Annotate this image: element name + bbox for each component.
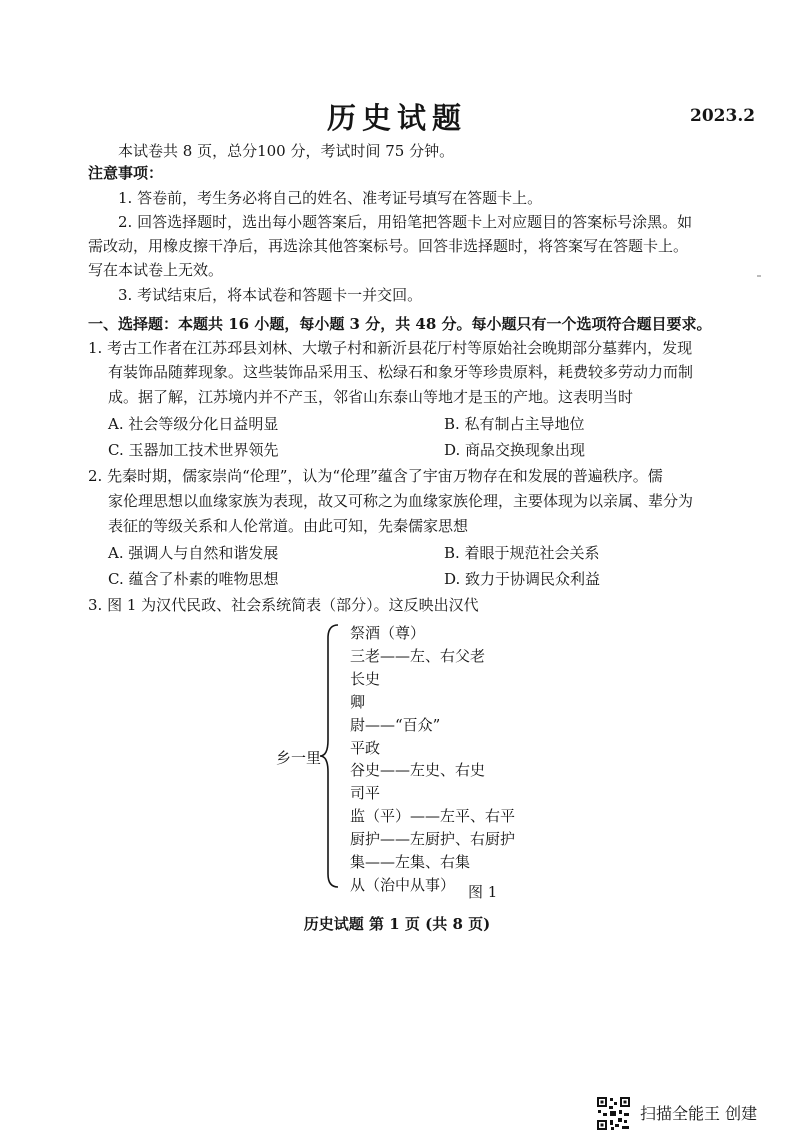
diagram-item: 尉——“百众” (350, 715, 441, 734)
q2-line-3: 表征的等级关系和人伦常道。由此可知，先秦儒家思想 (108, 517, 469, 535)
q1-line-1: 1. 考古工作者在江苏邳县刘林、大墩子村和新沂县花厅村等原始社会晚期部分墓葬内，发现 (88, 339, 693, 357)
q1-line-3: 成。据了解，江苏境内并不产玉，邻省山东泰山等地才是玉的产地。这表明当时 (108, 388, 634, 406)
notes-heading: 注意事项： (88, 164, 164, 182)
diagram-item: 集——左集、右集 (350, 853, 471, 872)
q3-line-1: 3. 图 1 为汉代民政、社会系统简表（部分）。这反映出汉代 (88, 596, 479, 614)
note-2-line-1: 2. 回答选择题时，选出每小题答案后，用铅笔把答题卡上对应题目的答案标号涂黑。如 (118, 213, 693, 231)
scan-speck (757, 275, 761, 277)
q2-option-a: A. 强调人与自然和谐发展 (108, 544, 279, 562)
q1-option-b: B. 私有制占主导地位 (444, 415, 585, 433)
exam-date: 2023.2 (690, 106, 756, 126)
diagram-item: 祭酒（尊） (350, 624, 426, 642)
q2-option-c: C. 蕴含了朴素的唯物思想 (108, 570, 279, 588)
note-3: 3. 考试结束后，将本试卷和答题卡一并交回。 (118, 286, 423, 304)
intro-text: 本试卷共 8 页，总分100 分，考试时间 75 分钟。 (118, 142, 455, 160)
diagram-item: 三老——左、右父老 (350, 646, 486, 665)
diagram-item: 谷史——左史、右史 (350, 761, 486, 780)
q1-option-d: D. 商品交换现象出现 (444, 441, 586, 459)
q1-option-a: A. 社会等级分化日益明显 (108, 415, 279, 433)
diagram-item: 卿 (350, 692, 366, 711)
note-1: 1. 答卷前，考生务必将自己的姓名、准考证号填写在答题卡上。 (118, 189, 543, 207)
q2-line-1: 2. 先秦时期，儒家崇尚“伦理”，认为“伦理”蕴含了宇宙万物存在和发展的普遍秩序。儒 (88, 467, 663, 485)
q2-line-2: 家伦理思想以血缘家族为表现，故又可称之为血缘家族伦理，主要体现为以亲属、辈分为 (108, 492, 694, 510)
diagram-item-list (350, 622, 515, 897)
scanner-watermark: 扫描全能王 创建 (640, 1104, 758, 1123)
page-footer: 历史试题 第 1 页 (共 8 页) (303, 915, 491, 933)
diagram-item: 平政 (350, 738, 381, 757)
diagram-item: 监（平）——左平、右平 (350, 807, 516, 826)
note-2-line-3: 写在本试卷上无效。 (88, 261, 224, 279)
q2-option-d: D. 致力于协调民众利益 (444, 570, 601, 588)
diagram-item: 长史 (350, 669, 381, 688)
note-2-line-2: 需改动，用橡皮擦干净后，再选涂其他答案标号。回答非选择题时，将答案写在答题卡上。 (88, 237, 689, 255)
page-title: 历史试题 (326, 101, 467, 135)
q1-option-c: C. 玉器加工技术世界领先 (108, 441, 279, 459)
section-heading: 一、选择题：本题共 16 小题，每小题 3 分，共 48 分。每小题只有一个选项符合题目要求。 (88, 315, 712, 333)
curly-brace (318, 622, 342, 890)
diagram-item: 从（治中从事） (350, 875, 456, 894)
figure-caption: 图 1 (468, 883, 498, 901)
q2-option-b: B. 着眼于规范社会关系 (444, 544, 600, 562)
diagram-item: 厨护——左厨护、右厨护 (350, 830, 516, 849)
q1-line-2: 有装饰品随葬现象。这些装饰品采用玉、松绿石和象牙等珍贵原料，耗费较多劳动力而制 (108, 363, 694, 381)
diagram-item: 司平 (350, 784, 381, 803)
diagram-root-label: 乡一里 (276, 749, 322, 767)
qr-code-icon (596, 1096, 631, 1131)
